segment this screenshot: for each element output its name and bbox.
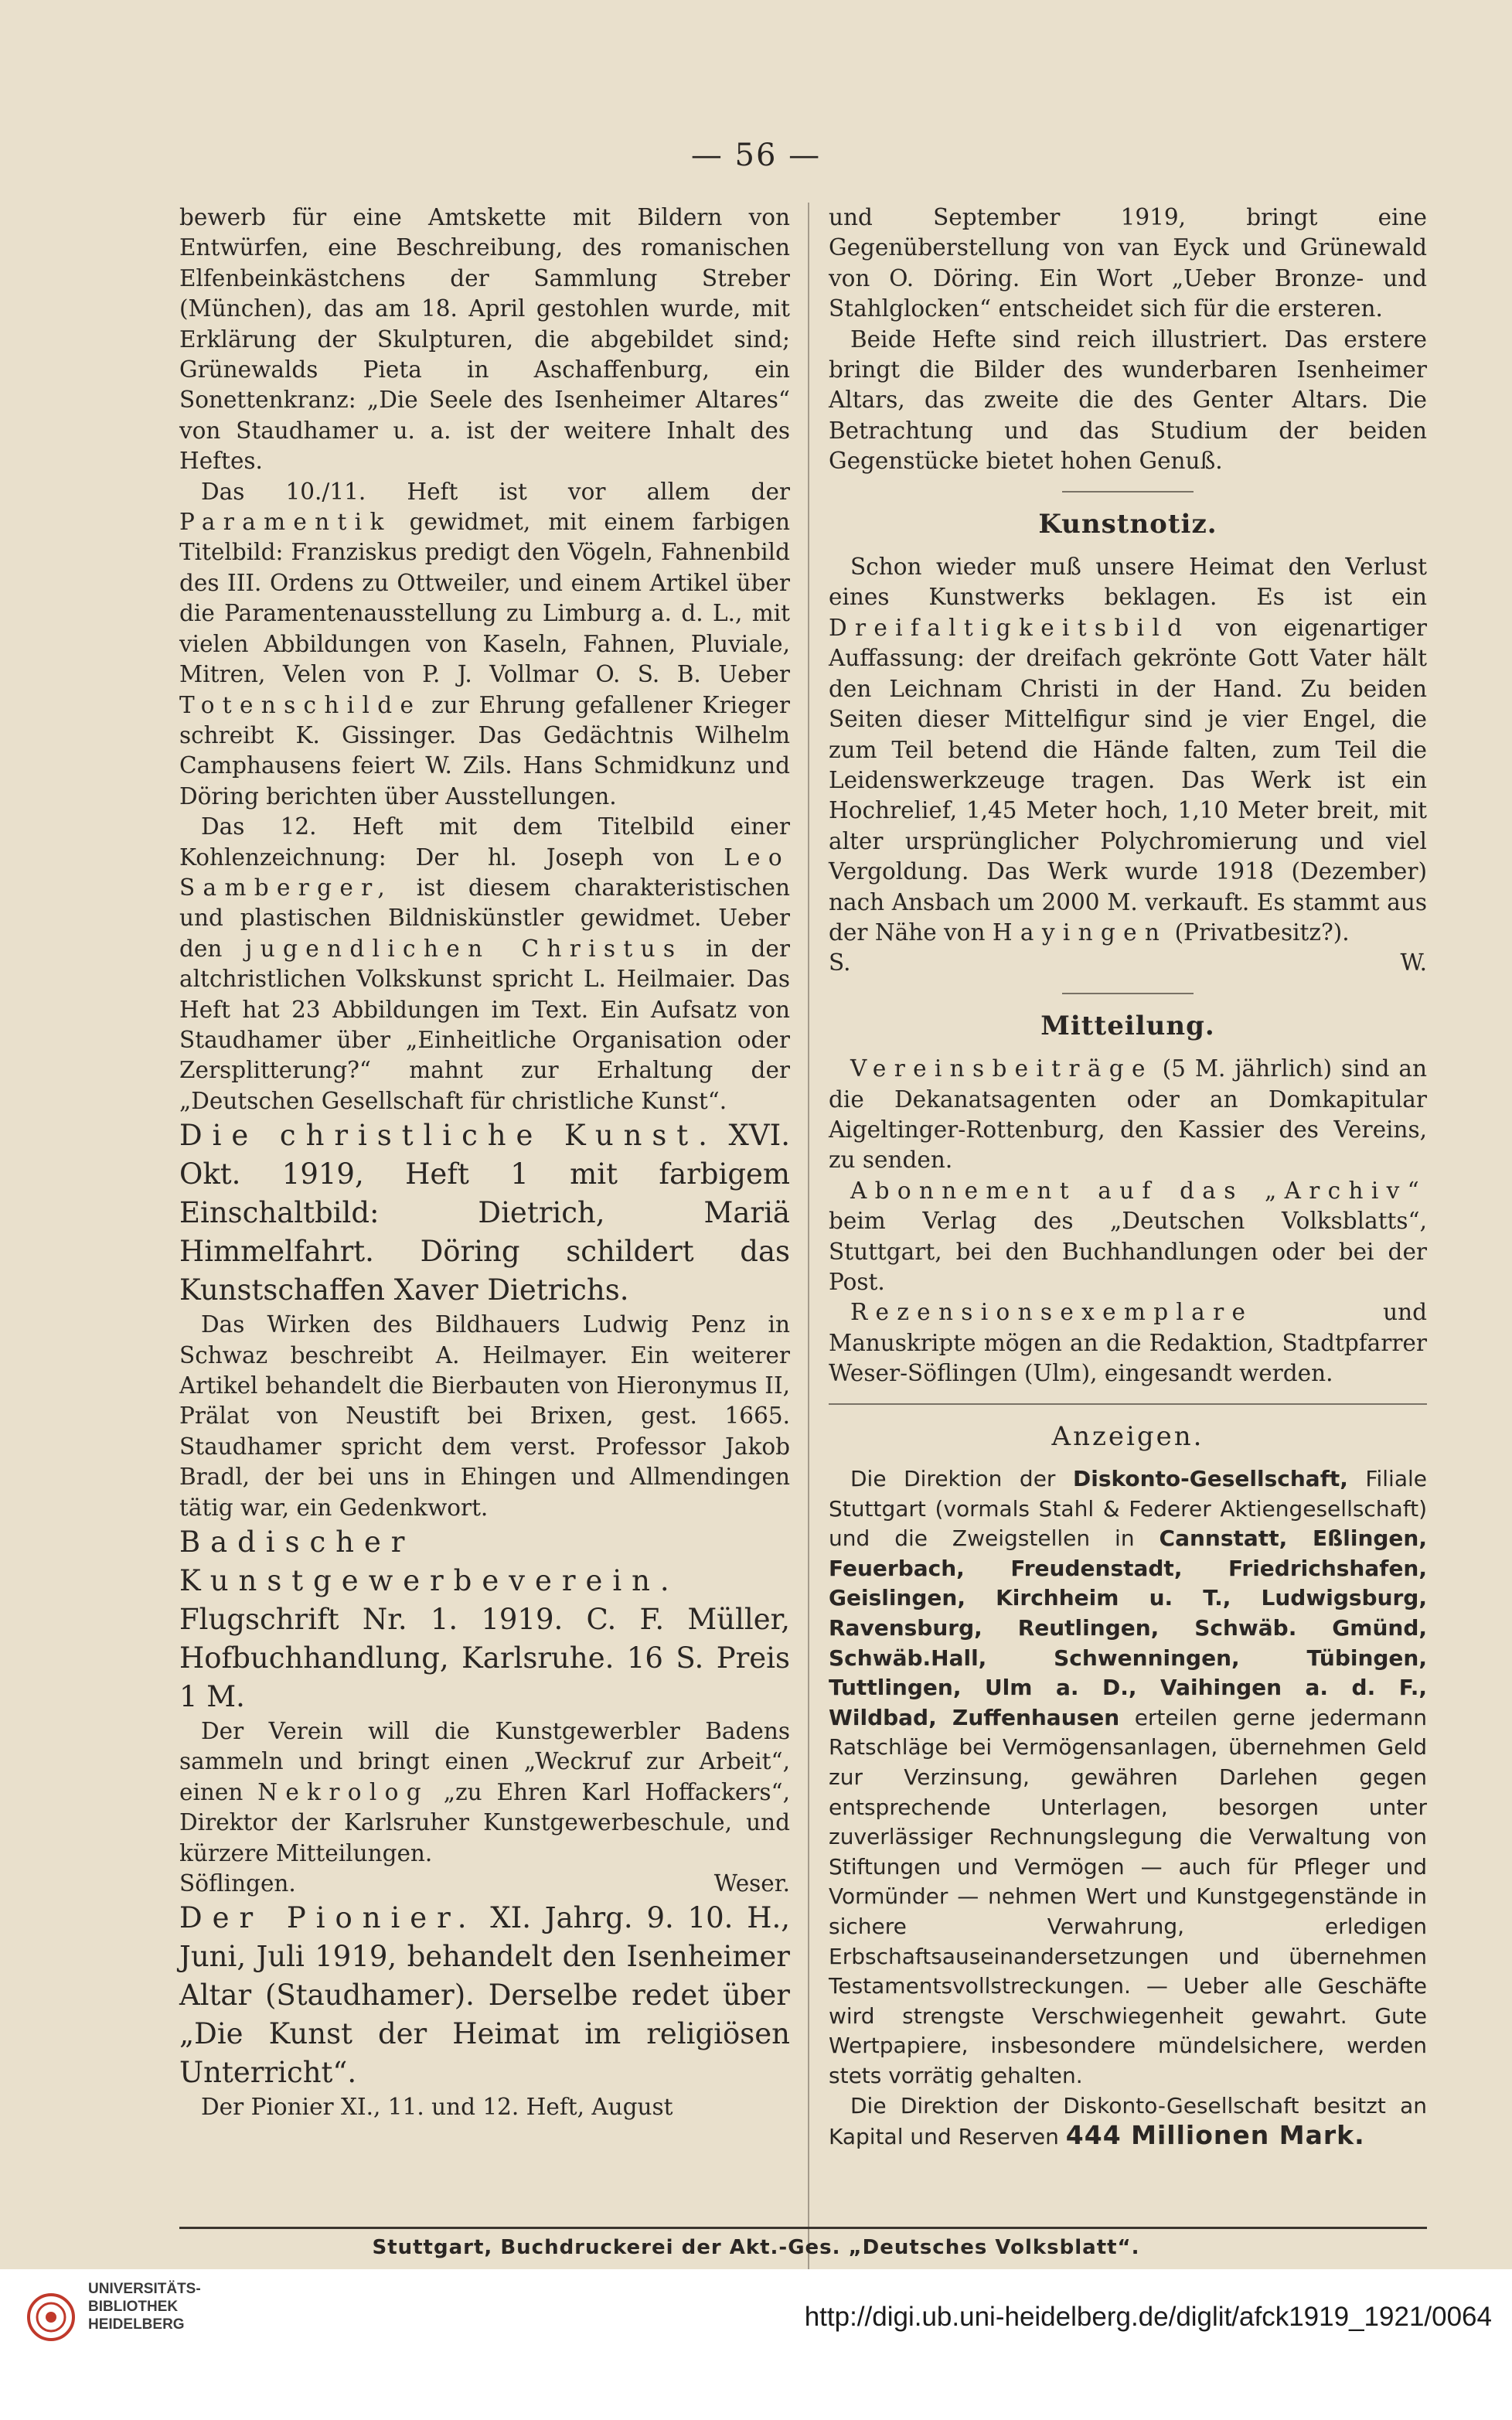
spaced-term: Hayingen xyxy=(992,919,1168,946)
paragraph: Das Wirken des Bildhauers Ludwig Penz in Schwaz beschreibt A. Heilmayer. Ein weiterer Artikel behandelt die Bierbauten von Hieronymus II, Prälat von Neustift bei Brixen, gest. 1665. Staudhamer spricht dem verst. Professor Jakob Bradl, der bei uns in Ehingen und Allmendingen tätig war, ein Gedenkwort. xyxy=(179,1311,790,1521)
spaced-term: Vereinsbeiträge xyxy=(850,1055,1153,1082)
paragraph: Das 12. Heft mit dem Titelbild einer Kohlenzeichnung: Der hl. Joseph von Leo Samberger, ist diesem charakteristischen und plastischen Bildniskünstler gewidmet. Ueber den jugendlichen Christus in der altchristlichen Volkskunst spricht L. Heilmaier. Das Heft hat 23 Abbildungen im Text. Ein Aufsatz von Staudhamer über „Einheitliche Organisation oder Zersplitterung?“ mahnt zur Erhaltung der „Deutschen Gesellschaft für christliche Kunst“. xyxy=(179,813,790,1114)
column-divider xyxy=(808,203,809,2269)
left-column xyxy=(179,203,790,2269)
footer-rule xyxy=(179,2227,1427,2229)
library-bar xyxy=(0,2269,1512,2420)
review-entry: Badischer Kunstgewerbeverein. Flugschrift Nr. 1. 1919. C. F. Müller, Hofbuchhandlung, Karlsruhe. 16 S. Preis 1 M. xyxy=(179,1525,790,1714)
spaced-term: Dreifaltigkeitsbild xyxy=(829,614,1190,641)
page-number: — 56 — xyxy=(690,138,822,173)
section-heading: Anzeigen. xyxy=(1051,1420,1204,1452)
section-divider xyxy=(1062,491,1194,493)
paragraph: Der Pionier XI., 11. und 12. Heft, August xyxy=(201,2094,673,2121)
section-divider xyxy=(829,1403,1427,1405)
place: Söflingen. xyxy=(179,1870,296,1897)
paragraph: Das 10./11. Heft ist vor allem der Paramentik gewidmet, mit einem farbigen Titelbild: Franziskus predigt den Vögeln, Fahnenbild des III. Ordens zu Ottweiler, und einem Artikel über die Paramentenausstellung zu Limburg a. d. L., mit vielen Abbildungen von Kaseln, Fahnen, Pluviale, Mitren, Velen von P. J. Vollmar O. S. B. Ueber Totenschilde zur Ehrung gefallener Krieger schreibt K. Gissinger. Das Gedächtnis Wilhelm Camphausens feiert W. Zils. Hans Schmidkunz und Döring berichten über Ausstellungen. xyxy=(179,478,790,810)
advertisement: Die Direktion der Diskonto-Gesellschaft, Filiale Stuttgart (vormals Stahl & Federer Aktiengesellschaft) und die Zweigstellen in Cannstatt, Eßlingen, Feuerbach, Freudenstadt, Friedrichshafen, Geislingen, Kirchheim u. T., Ludwigsburg, Ravensburg, Reutlingen, Schwäb. Gmünd, Schwäb.Hall, Schwenningen, Tübingen, Tuttlingen, Ulm a. D., Vaihingen a. d. F., Wildbad, Zuffenhausen erteilen gerne jedermann Ratschläge bei Vermögensanlagen, übernehmen Geld zur Verzinsung, gewähren Darlehen gegen entsprechende Unterlagen, besorgen unter zuverlässiger Rechnungslegung die Verwaltung von Stiftungen und Vermögen — auch für Pfleger und Vormünder — nehmen Wert und Kunstgegenstände in sichere Verwahrung, erledigen Erbschaftsauseinandersetzungen und übernehmen Testamentsvollstreckungen. — Ueber alle Geschäfte wird strengste Verschwiegenheit gewahrt. Gute Wertpapiere, insbesondere mündelsichere, werden stets vorrätig gehalten. xyxy=(829,1466,1427,2088)
paragraph: bewerb für eine Amtskette mit Bildern von Entwürfen, eine Beschreibung, des romanischen Elfenbeinkästchens der Sammlung Streber (München), das am 18. April gestohlen wurde, mit Erklärung der Skulpturen, die abgebildet sind; Grünewalds Pieta in Aschaffenburg, ein Sonettenkranz: „Die Seele des Isenheimer Altares“ von Staudhamer u. a. ist der weitere Inhalt des Heftes. xyxy=(179,204,790,475)
spaced-term: jugendlichen Christus xyxy=(245,935,683,962)
paragraph: Vereinsbeiträge (5 M. jährlich) sind an die Dekanatsagenten oder an Domkapitular Aigeltinger-Rottenburg, den Kassier des Vereins, zu senden. xyxy=(829,1055,1427,1174)
review-title: Der Pionier. xyxy=(179,1901,477,1935)
spaced-term: Paramentik xyxy=(179,509,392,536)
capital-amount: 444 Millionen Mark. xyxy=(1065,2120,1365,2151)
paragraph: Rezensionsexemplare und Manuskripte mögen an die Redaktion, Stadtpfarrer Weser-Söflingen (Ulm), eingesandt werden. xyxy=(829,1299,1427,1387)
permalink[interactable]: http://digi.ub.uni-heidelberg.de/diglit/afck1919_1921/0064 xyxy=(804,2302,1492,2332)
paragraph: Der Verein will die Kunstgewerbler Badens sammeln und bringt einen „Weckruf zur Arbeit“, einen Nekrolog „zu Ehren Karl Hoffackers“, Direktor der Karlsruher Kunstgewerbeschule, und kürzere Mitteilungen. xyxy=(179,1718,790,1866)
spaced-term: Totenschilde xyxy=(179,691,422,718)
spaced-term: Nekrolog xyxy=(257,1778,429,1805)
imprint: Stuttgart, Buchdruckerei der Akt.-Ges. „Deutsches Volksblatt“. xyxy=(372,2236,1140,2259)
author: W. xyxy=(1400,949,1427,977)
spaced-term: Leo Samberger, xyxy=(179,844,790,901)
right-column xyxy=(829,203,1427,2269)
advertisement: Die Direktion der Diskonto-Gesellschaft besitzt an Kapital und Reserven 444 Millionen Mark. xyxy=(829,2092,1427,2151)
section-divider xyxy=(1062,993,1194,994)
paragraph: Schon wieder muß unsere Heimat den Verlust eines Kunstwerks beklagen. Es ist ein Dreifaltigkeitsbild von eigenartiger Auffassung: der dreifach gekrönte Gott Vater hält den Leichnam Christi in der Hand. Zu beiden Seiten dieser Mittelfigur sind je vier Engel, die zum Teil betend die Hände falten, zum Teil die Leidenswerkzeuge tragen. Das Werk ist ein Hochrelief, 1,45 Meter hoch, 1,10 Meter breit, mit alter ursprünglicher Polychromierung und viel Vergoldung. Das Werk wurde 1918 (Dezember) nach Ansbach um 2000 M. verkauft. Es stammt aus der Nähe von Hayingen (Privatbesitz?). xyxy=(829,554,1427,946)
review-title: Die christliche Kunst. xyxy=(179,1119,717,1153)
paragraph: Beide Hefte sind reich illustriert. Das erstere bringt die Bilder des wunderbaren Isenheimer Altars, das zweite die des Genter Altars. Die Betrachtung und das Studium der beiden Gegenstücke bietet hohen Genuß. xyxy=(829,326,1427,475)
signature-line xyxy=(179,1869,790,1899)
review-entry: Die christliche Kunst. XVI. Okt. 1919, Heft 1 mit farbigem Einschaltbild: Dietrich, Mariä Himmelfahrt. Döring schildert das Kunstschaffen Xaver Dietrichs. xyxy=(179,1119,790,1307)
signature-line xyxy=(829,948,1427,978)
ub-heidelberg-logo-icon xyxy=(26,2292,76,2342)
company-name: Diskonto-Gesellschaft, xyxy=(1072,1466,1348,1492)
review-entry: Der Pionier. XI. Jahrg. 9. 10. H., Juni, Juli 1919, behandelt den Isenheimer Altar (Staudhamer). Derselbe redet über „Die Kunst der Heimat im religiösen Unterricht“. xyxy=(179,1901,791,2090)
spaced-term: Abonnement auf das „Archiv“ xyxy=(850,1177,1427,1204)
spaced-term: Rezensionsexemplare xyxy=(850,1299,1254,1326)
review-title: Badischer Kunstgewerbeverein. xyxy=(179,1525,679,1598)
author: Weser. xyxy=(713,1870,790,1897)
library-name: UNIVERSITÄTS- BIBLIOTHEK HEIDELBERG xyxy=(88,2281,201,2333)
section-heading: Mitteilung. xyxy=(1040,1010,1215,1041)
paragraph: Abonnement auf das „Archiv“ beim Verlag des „Deutschen Volksblatts“, Stuttgart, bei den Buchhandlungen oder bei der Post. xyxy=(829,1177,1427,1295)
section-heading: Kunstnotiz. xyxy=(1038,508,1217,540)
paragraph: und September 1919, bringt eine Gegenüberstellung von van Eyck und Grünewald von O. Döring. Ein Wort „Ueber Bronze- und Stahlglocken“ entscheidet sich für die ersteren. xyxy=(829,204,1427,322)
place: S. xyxy=(829,949,851,977)
branch-list: Cannstatt, Eßlingen, Feuerbach, Freudenstadt, Friedrichshafen, Geislingen, Kirchheim u. T., Ludwigsburg, Ravensburg, Reutlingen, Schwäb. Gmünd, Schwäb.Hall, Schwenningen, Tübingen, Tuttlingen, Ulm a. D., Vaihingen a. d. F., Wildbad, Zuffenhausen xyxy=(829,1525,1427,1730)
